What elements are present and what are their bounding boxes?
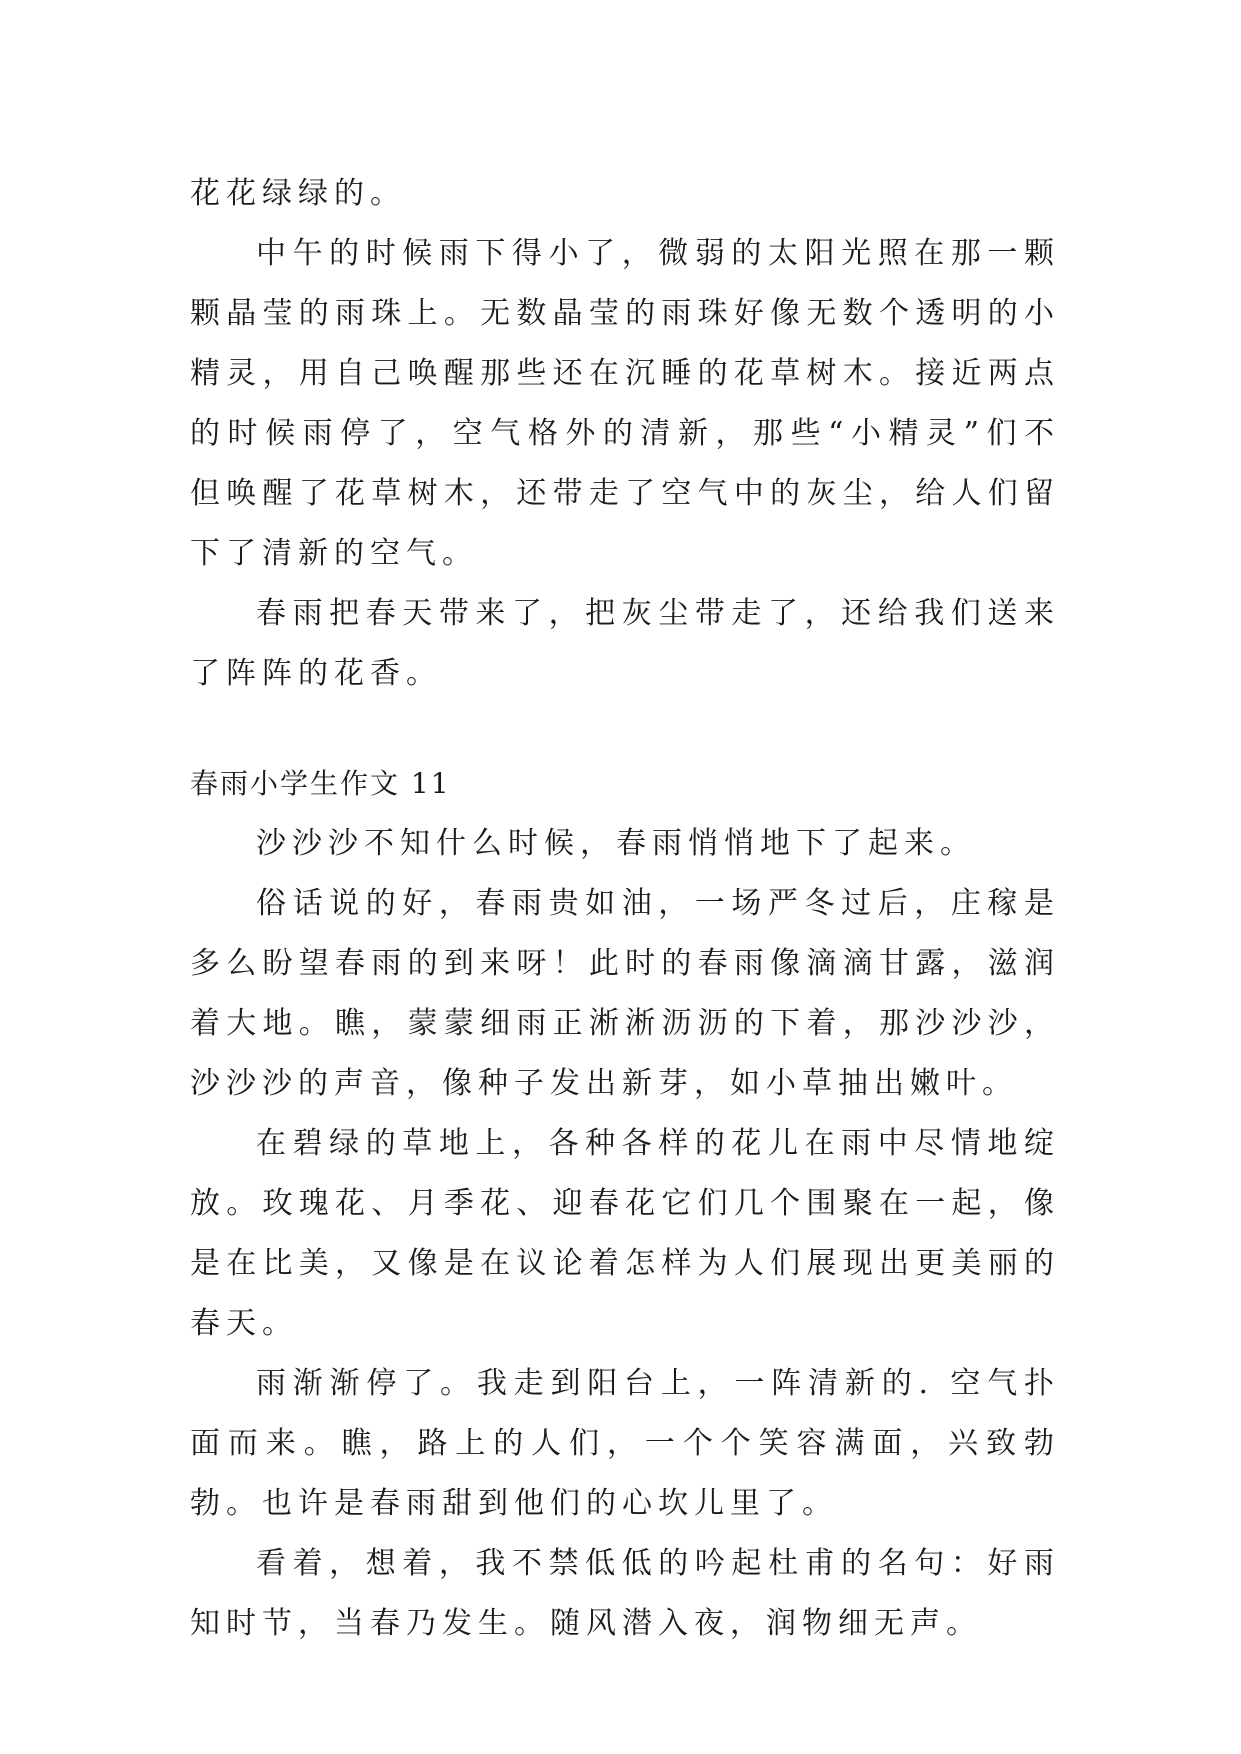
essay-title: 春雨小学生作文 11 [190, 767, 451, 800]
paragraph-continuation-1: 花花绿绿的。 [190, 176, 406, 211]
essay-paragraph-3: 在碧绿的草地上，各种各样的花儿在雨中尽情地绽放。玫瑰花、月季花、迎春花它们几个围聚在一起，像是在比美，又像是在议论着怎样为人们展现出更美丽的春天。 [190, 1126, 1060, 1341]
paragraph-continuation-3: 春雨把春天带来了，把灰尘带走了，还给我们送来了阵阵的花香。 [190, 596, 1060, 691]
document-body [190, 164, 1060, 1654]
essay-paragraph-2: 俗话说的好，春雨贵如油，一场严冬过后，庄稼是多么盼望春雨的到来呀！此时的春雨像滴滴甘露，滋润着大地。瞧，蒙蒙细雨正淅淅沥沥的下着，那沙沙沙，沙沙沙的声音，像种子发出新芽，如小草抽出嫩叶。 [190, 886, 1060, 1101]
essay-paragraph-1: 沙沙沙不知什么时候，春雨悄悄地下了起来。 [256, 826, 976, 861]
essay-paragraph-4: 雨渐渐停了。我走到阳台上，一阵清新的. 空气扑面而来。瞧，路上的人们，一个个笑容满面，兴致勃勃。也许是春雨甜到他们的心坎儿里了。 [190, 1366, 1060, 1521]
essay-paragraph-5: 看着，想着，我不禁低低的吟起杜甫的名句：好雨知时节，当春乃发生。随风潜入夜，润物细无声。 [190, 1546, 1060, 1641]
paragraph-continuation-2: 中午的时候雨下得小了，微弱的太阳光照在那一颗颗晶莹的雨珠上。无数晶莹的雨珠好像无数个透明的小精灵，用自己唤醒那些还在沉睡的花草树木。接近两点的时候雨停了，空气格外的清新，那些“小精灵”们不但唤醒了花草树木，还带走了空气中的灰尘，给人们留下了清新的空气。 [190, 236, 1060, 571]
